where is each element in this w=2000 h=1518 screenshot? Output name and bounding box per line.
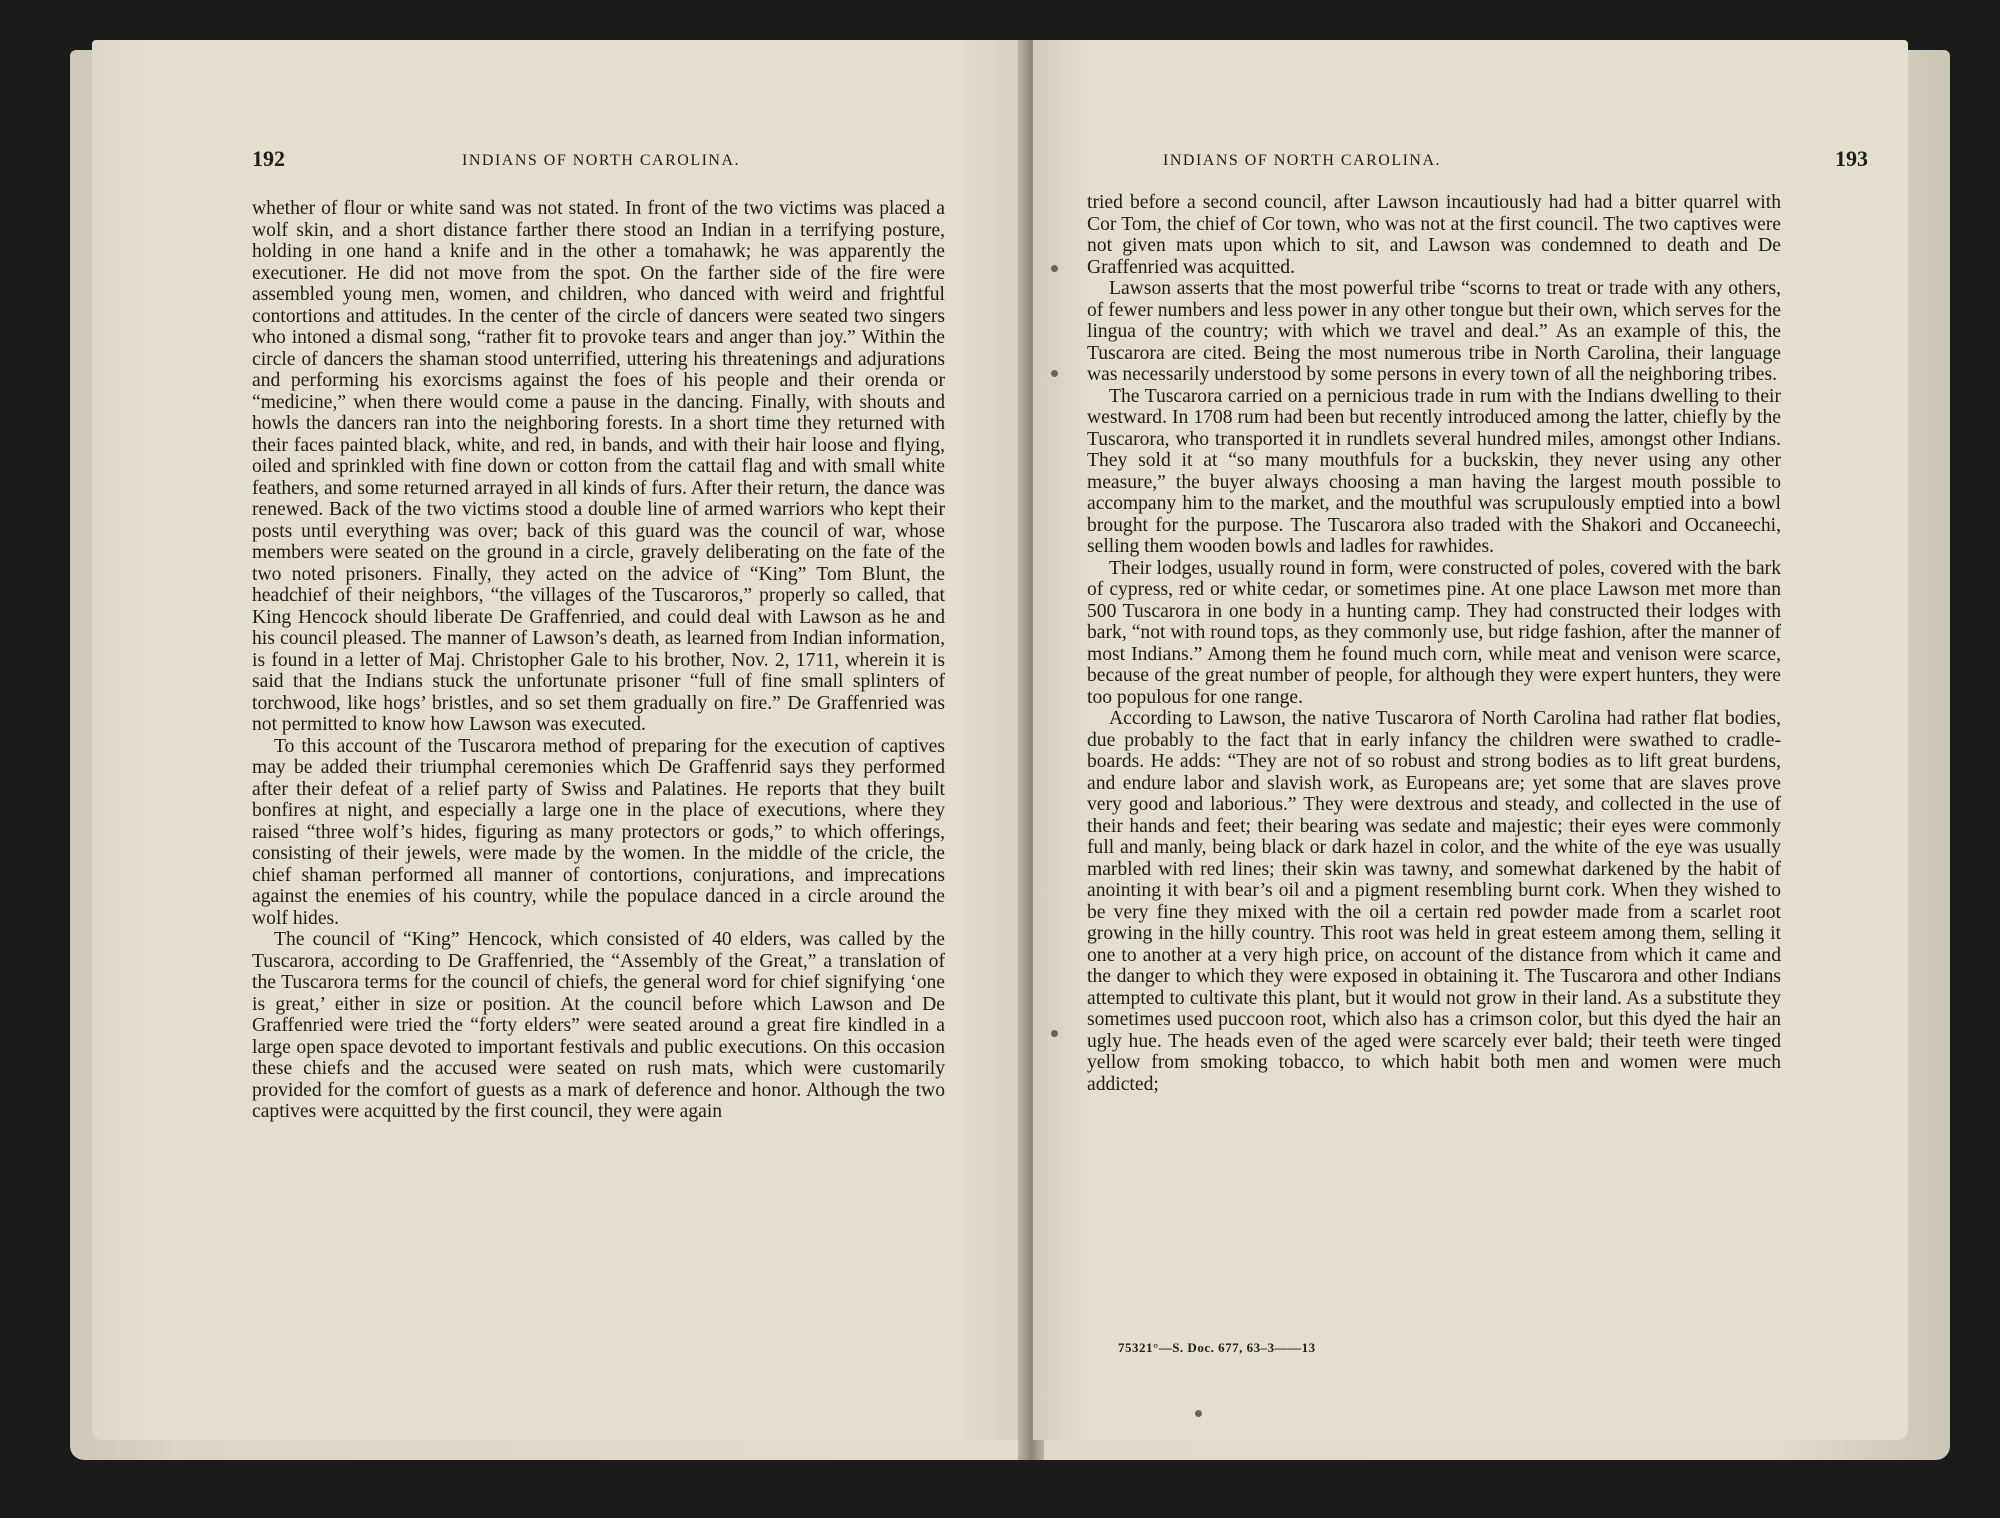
paragraph: The Tuscarora carried on a pernicious trade in rum with the Indians dwelling to their westward. In 1708 rum had been but recently introduced among the latter, chiefly by the Tuscarora, who transported it in rundlets several hundred miles, amongst other Indians. They sold it at “so many mouthfuls for a buckskin, they never using any other measure,” the buyer always choosing a man having the largest mouth possible to accompany him to the market, and the mouthful was scrupulously emptied into a bowl brought for the purpose. The Tuscarora also traded with the Shakori and Occaneechi, selling them wooden bowls and ladles for rawhides. <box>1087 385 1781 557</box>
running-head-left: INDIANS OF NORTH CAROLINA. <box>462 152 741 169</box>
left-page <box>92 40 1027 1440</box>
running-head-right: INDIANS OF NORTH CAROLINA. <box>1163 152 1442 169</box>
paragraph: Their lodges, usually round in form, were constructed of poles, covered with the bark of cypress, red or white cedar, or sometimes pine. At one place Lawson met more than 500 Tuscarora in one body in a hunting camp. They had constructed their lodges with bark, “not with round tops, as they commonly use, but ridge fashion, after the manner of most Indians.” Among them he found much corn, while meat and venison were scarce, because of the great number of people, for although they were expert hunters, they were too populous for one range. <box>1087 557 1781 708</box>
page-number-right: 193 <box>1835 146 1868 171</box>
signature-line: 75321°—S. Doc. 677, 63–3——13 <box>1118 1340 1316 1355</box>
paragraph: whether of flour or white sand was not stated. In front of the two victims was placed a wolf skin, and a short distance farther there stood an Indian in a terrifying posture, holding in one hand a knife and in the other a tomahawk; he was apparently the executioner. He did not move from the spot. On the farther side of the fire were assembled young men, women, and children, who danced with weird and frightful contortions and attitudes. In the center of the circle of dancers were seated two singers who intoned a dismal song, “rather fit to provoke tears and anger than joy.” Within the circle of dancers the shaman stood unterrified, uttering his threatenings and adjurations and performing his exorcisms against the foes of his people and their orenda or “medicine,” when there would come a pause in the dancing. Finally, with shouts and howls the dancers ran into the neighboring forests. In a short time they returned with their faces painted black, white, and red, in bands, and with their hair loose and flying, oiled and sprinkled with fine down or cotton from the cattail flag and with small white feathers, and some returned arrayed in all kinds of furs. After their return, the dance was renewed. Back of the two victims stood a double line of armed warriors who kept their posts until everything was over; back of this guard was the council of war, whose members were seated on the ground in a circle, gravely deliberating on the fate of the two noted prisoners. Finally, they acted on the advice of “King” Tom Blunt, the headchief of their neighbors, “the villages of the Tuscaroros,” properly so called, that King Hencock should liberate De Graffenried, and could deal with Lawson as he and his council pleased. The manner of Lawson’s death, as learned from Indian information, is found in a letter of Maj. Christopher Gale to his brother, Nov. 2, 1711, wherein it is said that the Indians stuck the unfortunate prisoner “full of fine small splinters of torchwood, like hogs’ bristles, and so set them gradually on fire.” De Graffenried was not permitted to know how Lawson was executed. <box>252 198 945 735</box>
paragraph: tried before a second council, after Lawson incautiously had had a bitter quarrel with Cor Tom, the chief of Cor town, who was not at the first council. The two captives were not given mats upon which to sit, and Lawson was condemned to death and De Graffenried was acquitted. <box>1087 192 1781 278</box>
margin-mark <box>1051 265 1058 272</box>
margin-mark <box>1195 1410 1202 1417</box>
page-number-left: 192 <box>252 146 285 171</box>
paragraph: According to Lawson, the native Tuscarora of North Carolina had rather flat bodies, due probably to the fact that in early infancy the children were swathed to cradle-boards. He adds: “They are not of so robust and strong bodies as to lift great burdens, and endure labor and slavish work, as Europeans are; yet some that are slaves prove very good and laborious.” They were dextrous and steady, and collected in the use of their hands and feet; their bearing was sedate and majestic; their eyes were commonly full and manly, being black or dark hazel in color, and the white of the eye was usually marbled with red lines; their skin was tawny, and somewhat darkened by the habit of anointing it with bear’s oil and a pigment resembling burnt cork. When they wished to be very fine they mixed with the oil a certain red powder made from a scarlet root growing in the hilly country. This root was held in great esteem among them, selling it one to another at a very high price, on account of the distance from which it came and the danger to which they were exposed in obtaining it. The Tuscarora and other Indians attempted to cultivate this plant, but it would not grow in their land. As a substitute they sometimes used puccoon root, which also has a crimson color, but this dyed the hair an ugly hue. The heads even of the aged were scarcely ever bald; their teeth were tinged yellow from smoking tobacco, to which habit both men and women were much addicted; <box>1087 708 1781 1095</box>
paragraph: Lawson asserts that the most powerful tribe “scorns to treat or trade with any others, of fewer numbers and less power in any other tongue but their own, which serves for the lingua of the country; with which we travel and deal.” As an example of this, the Tuscarora are cited. Being the most numerous tribe in North Carolina, their language was necessarily understood by some persons in every town of all the neighboring tribes. <box>1087 278 1781 385</box>
paragraph: To this account of the Tuscarora method of preparing for the execution of captives may be added their triumphal ceremonies which De Graffenrid says they performed after their defeat of a relief party of Swiss and Palatines. He reports that they built bonfires at night, and especially a large one in the place of executions, where they raised “three wolf’s hides, figuring as many protectors or gods,” to which offerings, consisting of their jewels, were made by the women. In the middle of the cricle, the chief shaman performed all manner of contortions, conjurations, and imprecations against the enemies of his country, while the populace danced in a circle around the wolf hides. <box>252 735 945 929</box>
right-page-body <box>1087 192 1781 1095</box>
margin-mark <box>1051 1030 1058 1037</box>
open-book <box>70 40 1950 1490</box>
paragraph: The council of “King” Hencock, which consisted of 40 elders, was called by the Tuscarora, according to De Graffenried, the “Assembly of the Great,” a translation of the Tuscarora terms for the council of chiefs, the general word for chief signifying ‘one is great,’ either in size or position. At the council before which Lawson and De Graffenried were tried the “forty elders” were seated around a great fire kindled in a large open space devoted to important festivals and public executions. On this occasion these chiefs and the accused were seated on rush mats, which were customarily provided for the comfort of guests as a mark of deference and honor. Although the two captives were acquitted by the first council, they were again <box>252 929 945 1122</box>
left-page-body <box>252 198 945 1123</box>
margin-mark <box>1051 370 1058 377</box>
right-page <box>1033 40 1908 1440</box>
